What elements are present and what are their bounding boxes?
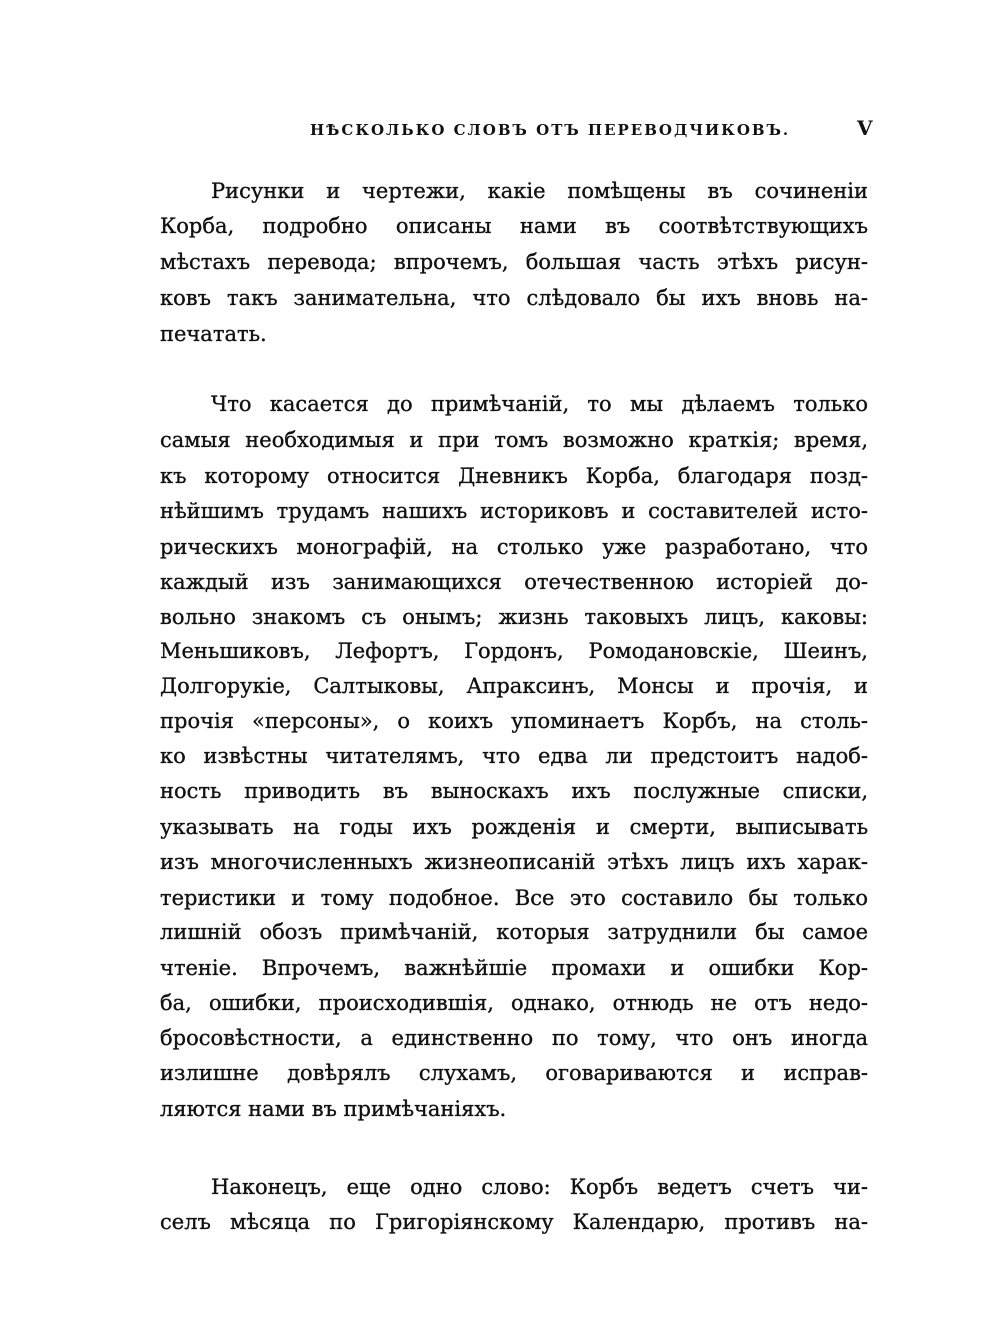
text-line: изъ многочисленныхъ жизнеописаній этѣхъ лицъ ихъ харак- [160,850,868,874]
page-number: V [857,116,873,140]
text-line: прочія «персоны», о коихъ упоминаетъ Корбъ, на столь- [160,709,868,733]
text-line: чтеніе. Впрочемъ, важнѣйшіе промахи и ошибки Кор- [160,956,868,980]
text-line: ба, ошибки, происходившія, однако, отнюдь не отъ недо- [160,991,868,1015]
text-line: Корба, подробно описаны нами въ соотвѣтствующихъ [160,214,868,238]
text-line: печатать. [160,322,267,346]
text-line: селъ мѣсяца по Григоріянскому Календарю, противъ на- [160,1210,868,1234]
text-line: каждый изъ занимающихся отечественною исторіей до- [160,570,868,594]
text-line: Меньшиковъ, Лефортъ, Гордонъ, Ромодановскіе, Шеинъ, [160,639,868,663]
text-line: ляются нами въ примѣчаніяхъ. [160,1097,507,1121]
text-line: Наконецъ, еще одно слово: Корбъ ведетъ счетъ чи- [211,1175,868,1199]
text-line: ко извѣстны читателямъ, что едва ли предстоитъ надоб- [160,744,868,768]
text-line: указывать на годы ихъ рожденія и смерти, выписывать [160,815,868,839]
text-line: мѣстахъ перевода; впрочемъ, большая часть этѣхъ рисун- [160,250,868,274]
text-line: ковъ такъ занимательна, что слѣдовало бы ихъ вновь на- [160,286,868,310]
text-line: Рисунки и чертежи, какіе помѣщены въ сочиненіи [211,179,868,203]
text-line: теристики и тому подобное. Все это составило бы только [160,886,868,910]
text-line: лишній обозъ примѣчаній, которыя затруднили бы самое [160,920,868,944]
text-line: бросовѣстности, а единственно по тому, что онъ иногда [160,1026,868,1050]
text-line: вольно знакомъ съ онымъ; жизнь таковыхъ лицъ, каковы: [160,605,868,629]
running-head: НѢСКОЛЬКО СЛОВЪ ОТЪ ПЕРЕВОДЧИКОВЪ. [310,121,791,139]
text-line: Что касается до примѣчаній, то мы дѣлаемъ только [211,392,868,416]
text-line: къ которому относится Дневникъ Корба, благодаря позд- [160,464,868,488]
text-line: нѣйшимъ трудамъ нашихъ историковъ и составителей исто- [160,499,868,523]
text-line: Долгорукіе, Салтыковы, Апраксинъ, Монсы и прочія, и [160,674,868,698]
text-line: ность приводить въ выноскахъ ихъ послужные списки, [160,779,868,803]
text-line: излишне довѣрялъ слухамъ, оговариваются и исправ- [160,1061,868,1085]
text-line: рическихъ монографій, на столько уже разработано, что [160,535,868,559]
text-line: самыя необходимыя и при томъ возможно краткія; время, [160,428,868,452]
